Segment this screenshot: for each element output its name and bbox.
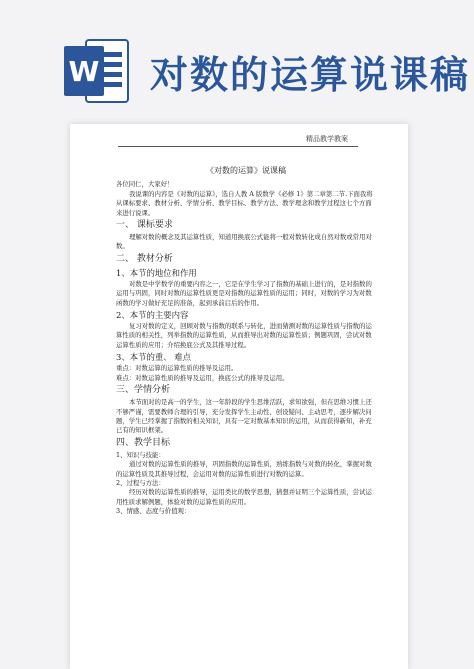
section-heading-4: 四、教学目标	[116, 437, 171, 448]
subsection-2-2-body: 复习对数的定义，回顾对数与指数的联系与转化，进而猜测对数的运算性质与指数的运算性质的相关性，列举指数的运算性质，从而推导出对数的运算性质；例题巩固，尝试对数运算性质的应用；介绍换底公式及其推导过程。	[116, 322, 372, 349]
document-title: 《对数的运算》说课稿	[206, 166, 286, 175]
subsection-heading-2-2: 2、本节的主要内容	[116, 310, 189, 321]
objective-3-label: 3、情感、态度与价值观：	[116, 507, 191, 516]
section-heading-1: 一、 课标要求	[116, 220, 173, 231]
section-heading-2: 二、 教材分析	[116, 253, 173, 264]
banner	[0, 0, 474, 120]
intro-paragraph: 我说课的内容是《对数的运算》，选自人教 A 版数学《必修 1》第二章第二节.下面我将从课标要求、教材分析、学情分析、教学目标、教学方法、教学理念和教学过程这七个方面来进行说课。	[116, 189, 373, 217]
difficult-point: 难点：对数运算性质的推导及运用，换底公式的推导及运用。	[116, 373, 289, 382]
word-logo-letter: W	[68, 55, 100, 88]
section-1-body: 理解对数的概念及其运算性质，知道用换底公式能将一般对数转化成自然对数或常用对数。	[116, 233, 372, 251]
objective-2-body: 经历对数的运算性质的推导，运用类比的数学思想，猜想并证明三个运算性质，尝试运用性质求解例题，体验对数的运算性质的应用。	[116, 488, 372, 506]
objective-2-label: 2、过程与方法：	[116, 478, 165, 487]
document-page	[70, 124, 408, 669]
subsection-heading-2-1: 1、本节的地位和作用	[116, 267, 197, 278]
word-icon	[64, 36, 130, 106]
objective-1-body: 通过对数的运算性质的推导，巩固指数的运算性质，熟练指数与对数的转化，掌握对数的运算性质及其推导过程，会运用对数的运算性质进行对数的运算。	[116, 460, 372, 478]
greeting: 各位同仁，大家好！	[116, 180, 174, 189]
section-heading-3: 三、学情分析	[116, 385, 171, 396]
document-body	[116, 166, 376, 517]
subsection-heading-2-3: 3、本节的重、 难点	[116, 352, 191, 363]
banner-title: 对数的运算说课稿	[150, 53, 471, 97]
key-point: 重点：对数运算的运算性质的推导及运用。	[116, 364, 238, 373]
objective-1-label: 1、知识与技能：	[116, 450, 165, 459]
header-rule	[118, 146, 358, 147]
section-3-body: 本节面对的是高一的学生，这一年龄段的学生思维活跃，求知欲强，但在思维习惯上还不够严谨，需要教师合理的引导，充分发挥学生主动性、创设疑问、主动思考，逐步解决问题，学生已经掌握了指数的相关知识，具有一定对数基本知识的运用，从而获得新知，补充已有的知识框架。	[116, 398, 372, 435]
page-header: 精品教学教案	[306, 135, 348, 143]
subsection-2-1-body: 对数是中学数学的重要内容之一，它是在学生学习了指数的基础上进行的，是对指数的运用与巩固，同时对数的运算性质更是对指数的运算性质的运用；同时，对数的学习为对数函数的学习做好充足的准备，起到承前启后的作用。	[116, 279, 372, 307]
